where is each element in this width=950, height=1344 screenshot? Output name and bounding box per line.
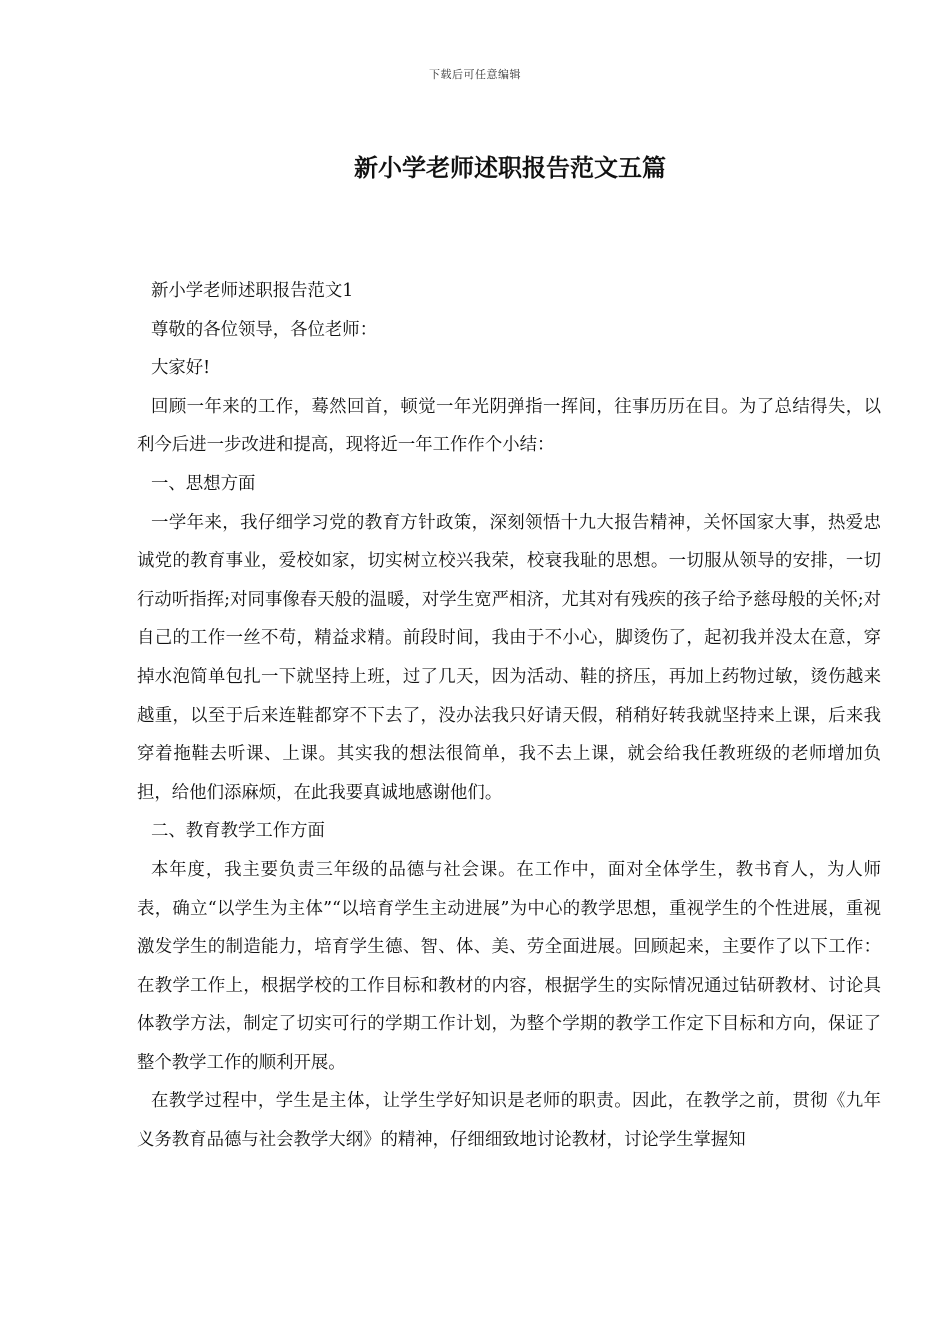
greeting: 大家好! [151,358,211,379]
body-paragraph: 本年度，我主要负责三年级的品德与社会课。在工作中，面对全体学生，教书育人，为人师表，确立“以学生为主体”“以培育学生主动进展”为中心的教学思想，重视学生的个性进展，重视激发学生的制造能力，培育学生德、智、体、美、劳全面进展。回顾起来，主要作了以下工作：在教学工作上，根据学校的工作目标和教材的内容，根据学生的实际情况通过钻研教材、讨论具体教学方法，制定了切实可行的学期工作计划，为整个学期的教学工作定下目标和方向，保证了整个教学工作的顺利开展。 [137,859,881,1073]
salutation: 尊敬的各位领导，各位老师： [151,319,378,340]
body-paragraph: 一学年来，我仔细学习党的教育方针政策，深刻领悟十九大报告精神，关怀国家大事，热爱忠诚党的教育事业，爱校如家，切实树立校兴我荣，校衰我耻的思想。一切服从领导的安排，一切行动听指挥;对同事像春天般的温暖，对学生宽严相济，尤其对有残疾的孩子给予慈母般的关怀;对自己的工作一丝不苟，精益求精。前段时间，我由于不小心，脚烫伤了，起初我并没太在意，穿掉水泡简单包扎一下就坚持上班，过了几天，因为活动、鞋的挤压，再加上药物过敏，烫伤越来越重，以至于后来连鞋都穿不下去了，没办法我只好请天假，稍稍好转我就坚持来上课，后来我穿着拖鞋去听课、上课。其实我的想法很简单，我不去上课，就会给我任教班级的老师增加负担，给他们添麻烦，在此我要真诚地感谢他们。 [137,512,881,803]
document-title: 新小学老师述职报告范文五篇 [354,154,666,182]
body-paragraph: 回顾一年来的工作，蓦然回首，顿觉一年光阴弹指一挥间，往事历历在目。为了总结得失，以利今后进一步改进和提高，现将近一年工作作个小结： [137,396,881,456]
section-heading: 新小学老师述职报告范文1 [151,281,354,301]
document-body [137,272,881,1160]
body-paragraph: 在教学过程中，学生是主体，让学生学好知识是老师的职责。因此，在教学之前，贯彻《九年义务教育品德与社会教学大纲》的精神，仔细细致地讨论教材，讨论学生掌握知 [137,1091,881,1151]
header-note: 下载后可任意编辑 [429,68,521,81]
section-heading: 二、教育教学工作方面 [151,821,325,842]
section-heading: 一、思想方面 [151,473,256,494]
